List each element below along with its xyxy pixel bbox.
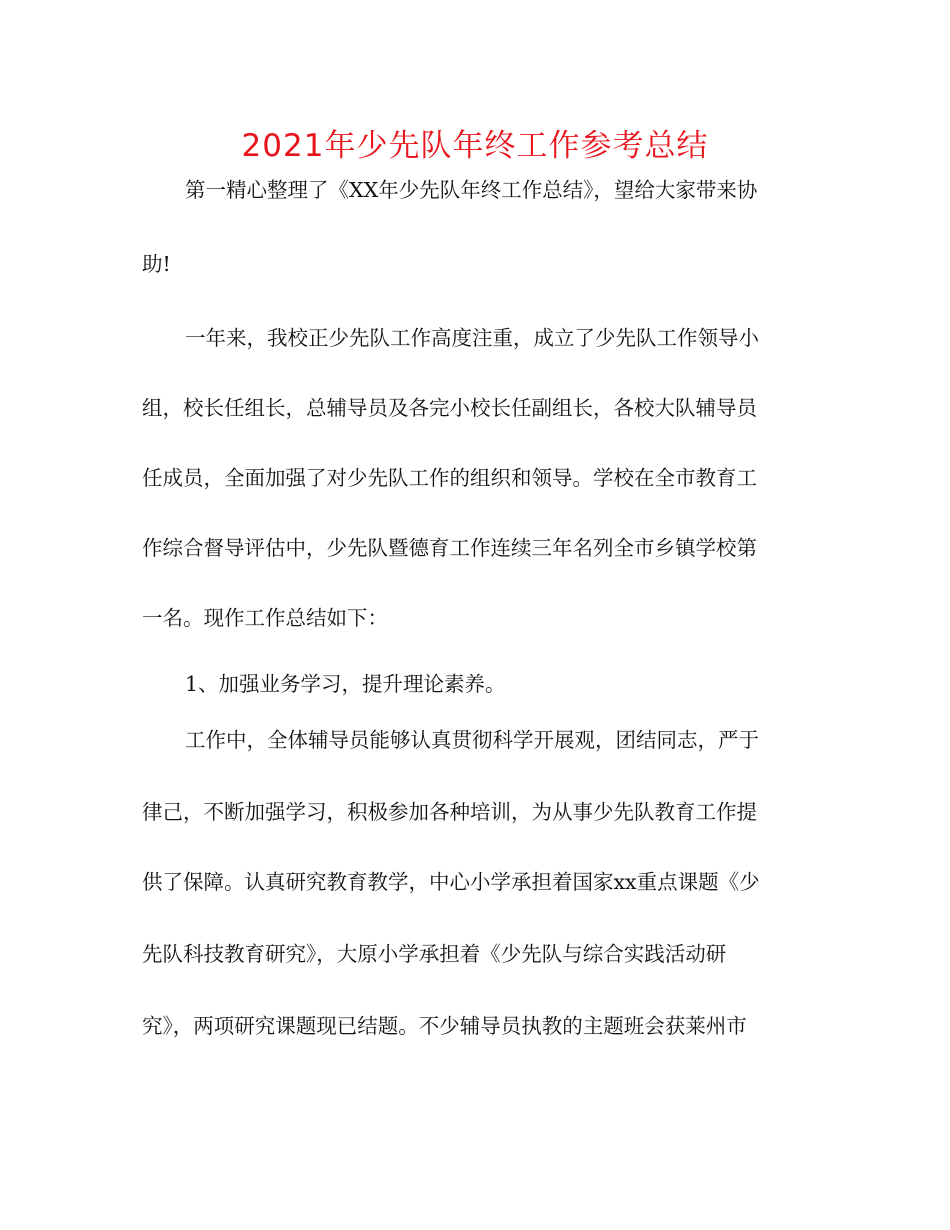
- body-line-10: 律己，不断加强学习，积极参加各种培训，为从事少先队教育工作提: [142, 800, 757, 824]
- body-line-13: 究》，两项研究课题现已结题。不少辅导员执教的主题班会获莱州市: [142, 1014, 747, 1038]
- body-line-11: 供了保障。认真研究教育教学，中心小学承担着国家xx重点课题《少: [142, 870, 760, 894]
- body-line-8: 1、加强业务学习，提升理论素养。: [185, 672, 506, 696]
- document-title: 2021年少先队年终工作参考总结: [241, 128, 709, 164]
- body-line-2: 助!: [142, 252, 171, 276]
- body-line-12: 先队科技教育研究》，大原小学承担着《少先队与综合实践活动研: [142, 942, 727, 966]
- body-line-9: 工作中，全体辅导员能够认真贯彻科学开展观，团结同志，严于: [185, 728, 759, 752]
- body-line-7: 一名。现作工作总结如下：: [142, 606, 388, 630]
- body-line-4: 组，校长任组长，总辅导员及各完小校长任副组长，各校大队辅导员: [142, 396, 757, 420]
- body-line-1: 第一精心整理了《XX年少先队年终工作总结》，望给大家带来协: [185, 178, 758, 202]
- body-line-6: 作综合督导评估中，少先队暨德育工作连续三年名列全市乡镇学校第: [142, 536, 757, 560]
- body-line-3: 一年来，我校正少先队工作高度注重，成立了少先队工作领导小: [185, 326, 759, 350]
- body-line-5: 任成员，全面加强了对少先队工作的组织和领导。学校在全市教育工: [142, 466, 757, 490]
